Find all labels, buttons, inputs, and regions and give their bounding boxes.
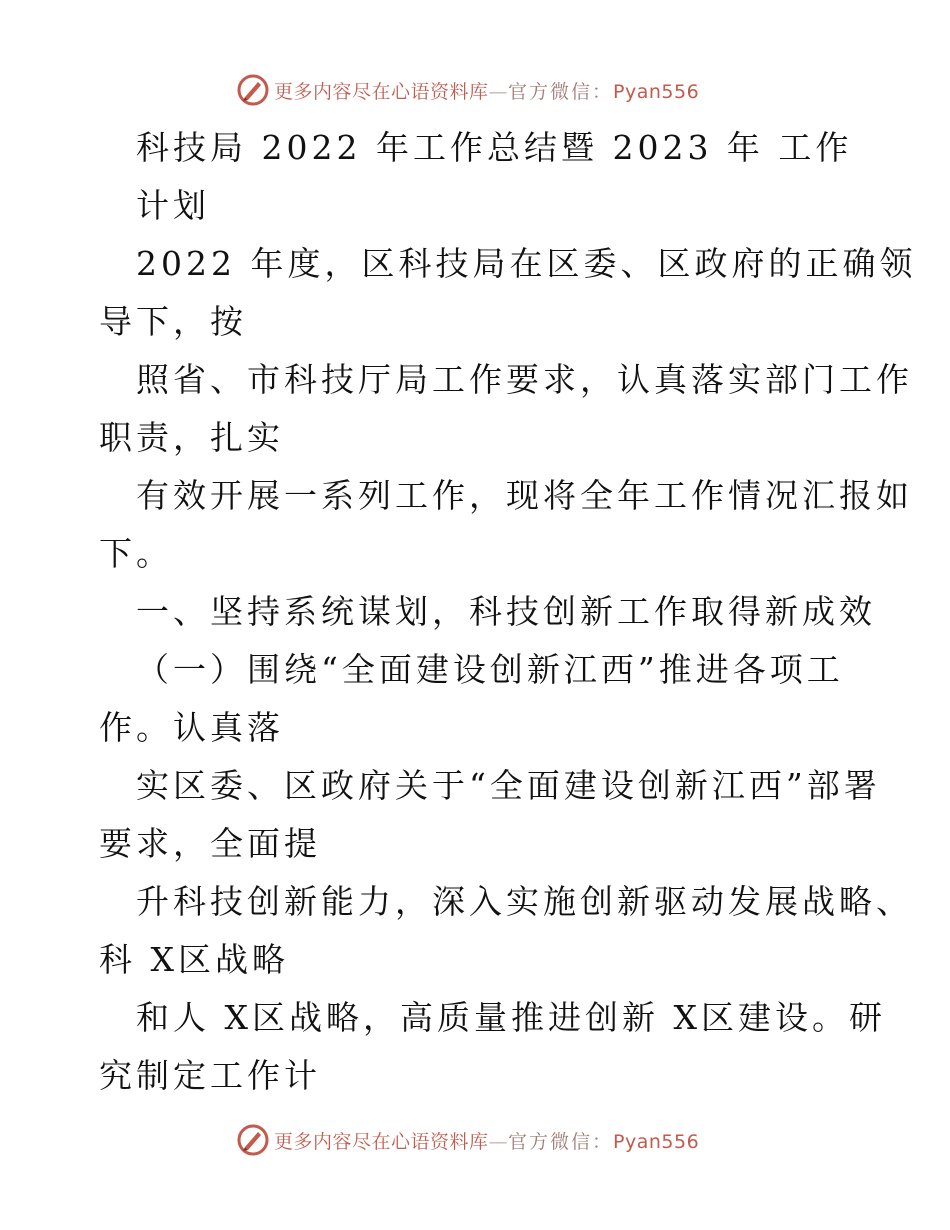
watermark-wechat-id: Pyan556 (613, 80, 700, 103)
document-title-line-1: 科技局 2022 年工作总结暨 2023 年 工作 (136, 128, 853, 167)
paragraph-line: 科 X区战略 (99, 940, 289, 979)
pen-seal-icon (236, 1123, 270, 1157)
paragraph-line: 职责，扎实 (99, 418, 284, 457)
paragraph-line: 导下，按 (99, 302, 247, 341)
header-watermark (236, 72, 699, 108)
subsection-heading: （一）围绕“全面建设创新江西”推进各项工 (136, 650, 844, 689)
watermark-gov: 官方微信： (508, 1130, 614, 1153)
section-heading: 一、坚持系统谋划，科技创新工作取得新成效 (136, 592, 876, 631)
document-title-line-2: 计划 (136, 186, 210, 225)
paragraph-line: 究制定工作计 (99, 1056, 321, 1095)
paragraph-line: 和人 X区战略，高质量推进创新 X区建设。研 (136, 998, 886, 1037)
paragraph-line: 下。 (99, 534, 173, 573)
watermark-text (274, 77, 699, 104)
watermark-dash: — (488, 1130, 509, 1153)
watermark-wechat-id: Pyan556 (613, 1130, 700, 1153)
footer-watermark (236, 1122, 699, 1158)
paragraph-line: 要求，全面提 (99, 824, 321, 863)
paragraph-line: 2022 年度，区科技局在区委、区政府的正确领 (136, 244, 917, 283)
watermark-site: 更多内容尽在心语资料库 (274, 1130, 489, 1153)
watermark-text (274, 1127, 699, 1154)
pen-seal-icon (236, 73, 270, 107)
paragraph-line: 有效开展一系列工作，现将全年工作情况汇报如 (136, 476, 913, 515)
paragraph-line: 照省、市科技厅局工作要求，认真落实部门工作 (136, 360, 913, 399)
paragraph-line: 升科技创新能力，深入实施创新驱动发展战略、 (136, 882, 913, 921)
watermark-gov: 官方微信： (508, 80, 614, 103)
paragraph-line: 实区委、区政府关于“全面建设创新江西”部署 (136, 766, 881, 805)
watermark-dash: — (488, 80, 509, 103)
paragraph-line: 作。认真落 (99, 708, 284, 747)
watermark-site: 更多内容尽在心语资料库 (274, 80, 489, 103)
